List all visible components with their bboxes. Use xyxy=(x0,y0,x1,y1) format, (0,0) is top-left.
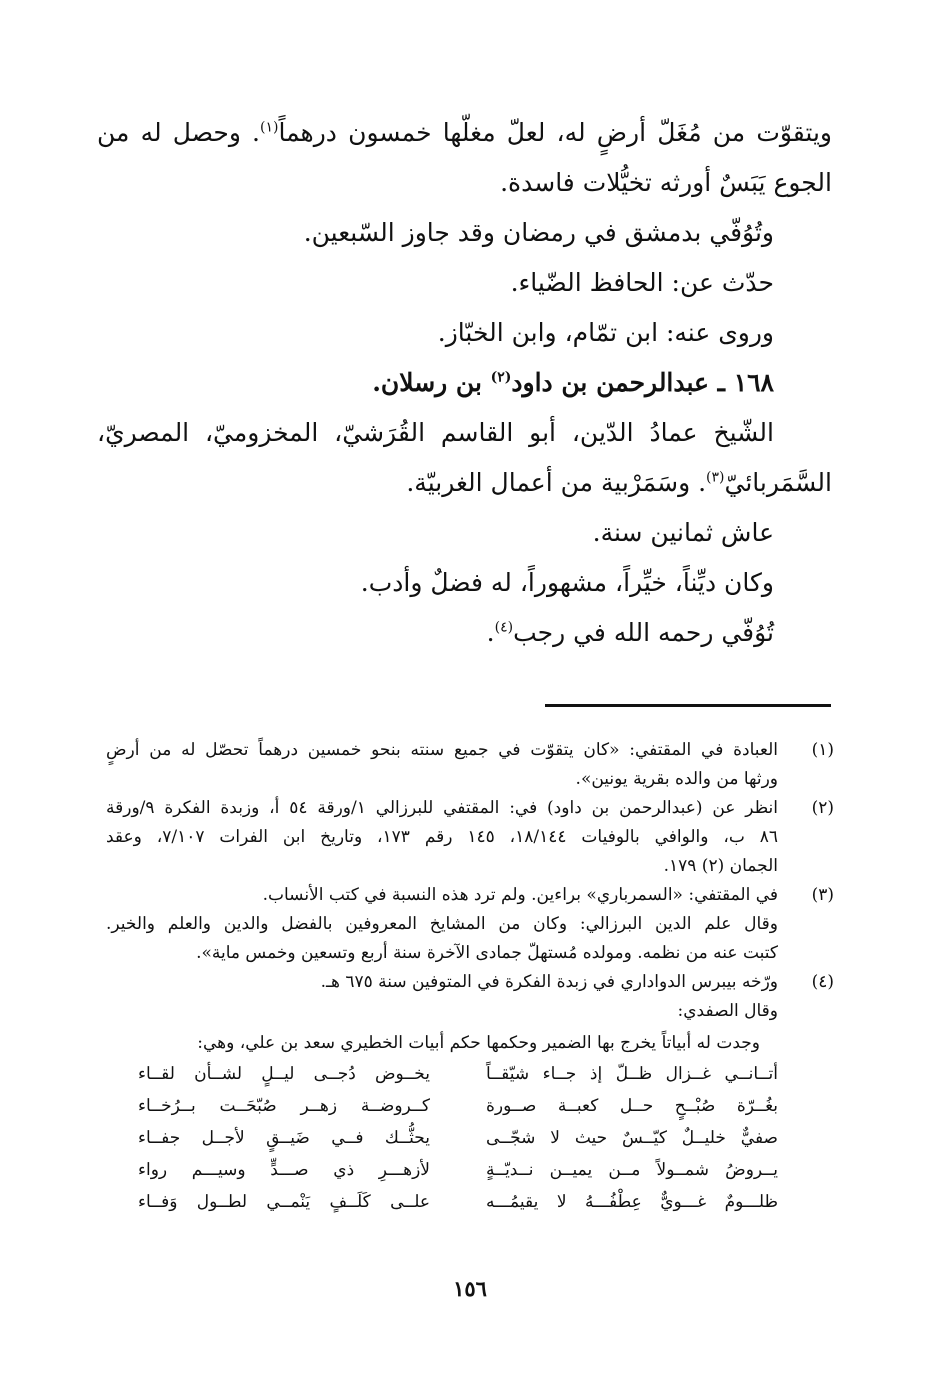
footnote-1 xyxy=(106,736,834,794)
footnote-number: (٤) xyxy=(811,972,834,992)
second-hemistich: لأزهـــرِ ذي صـــدٍّ وسيـــم رواء xyxy=(138,1160,430,1180)
first-hemistich: يــروضُ شمــولاً مــن يميــن نــديّــةٍ xyxy=(486,1160,778,1180)
footnote-ref[interactable]: (٢) xyxy=(490,369,512,386)
verse-row xyxy=(138,1058,778,1090)
footnotes xyxy=(106,736,834,1218)
footnote-line: في المقتفي: «السمرباري» براءين. ولم ترد هذه النسبة في كتب الأنساب. xyxy=(262,885,778,905)
footnote-line: وقال الصفدي: xyxy=(677,1001,778,1021)
verse-row xyxy=(138,1122,778,1154)
footnote-line: العبادة في المقتفي: «كان يتقوّت في جميع سنته بنحو خمسين درهماً تحصّل له من أرضٍ xyxy=(106,740,778,760)
main-text xyxy=(97,108,832,658)
footnote-number: (٢) xyxy=(811,798,834,818)
footnote-ref[interactable]: (٣) xyxy=(706,469,725,486)
first-hemistich: أتــانــي غــزال ظــلّ إذ جــاء شيّقــاً xyxy=(486,1064,778,1084)
death-line: وتُوُفّي بدمشق في رمضان وقد جاوز السّبعين. xyxy=(303,218,774,247)
footnote-line: وقال علم الدين البرزالي: وكان من المشايخ المعروفين بالفضل والدين والعلم والخير. xyxy=(106,914,778,934)
footnote-line: انظر عن (عبدالرحمن بن داود) في: المقتفي للبرزالي ١/ورقة ٥٤ أ، وزبدة الفكرة ٩/ورقة xyxy=(106,798,779,818)
footnote-ref[interactable]: (٤) xyxy=(494,619,514,636)
footnote-line: كتبت عنه من نظمه. ومولده مُستهلّ جمادى الآخرة سنة أربع وتسعين وخمس ماية». xyxy=(196,943,778,963)
footnote-number: (١) xyxy=(811,740,834,760)
footnote-line: ورثها من والده بقرية يونين». xyxy=(575,769,778,789)
paragraph-line: ويتقوّت من مُغَلّ أرضٍ له، لعلّ مغلّها خمسون درهماً$^{(١)}$. وحصل له من xyxy=(97,118,832,147)
footnote-line: ٨٦ ب، والوافي بالوفيات ١٨/١٤٤، ١٤٥ رقم ١٧٣، وتاريخ ابن الفرات ٧/١٠٧، وعقد xyxy=(106,827,778,847)
paragraph-line: السَّمَربائيّ$^{(٣)}$. وسَمَرْبية من أعمال الغربيّة. xyxy=(406,468,832,497)
second-hemistich: يحثُّــك فــي ضَيــقٍ لأجــل جفــاء xyxy=(138,1128,430,1148)
character-line: وكان ديِّناً، خيِّراً، مشهوراً، له فضلٌ وأدب. xyxy=(360,568,774,597)
verse-row xyxy=(138,1154,778,1186)
teachers-line: حدّث عن: الحافظ الضّياء. xyxy=(510,268,774,297)
verse-intro: وجدت له أبياتاً يخرج بها الضمير وحكمها حكم أبيات الخطيري سعد بن علي، وهي: xyxy=(197,1033,760,1053)
footnote-3 xyxy=(106,881,834,968)
footnote-4 xyxy=(106,968,834,1218)
footnote-number: (٣) xyxy=(811,885,834,905)
students-line: وروى عنه: ابن تمّام، وابن الخبّاز. xyxy=(437,318,774,347)
poem xyxy=(138,1058,778,1218)
death-line: تُوُفّي رحمه الله في رجب$^{(٤)}$. xyxy=(486,618,774,647)
first-hemistich: بغُــرّة صُبْــحٍ حــل كعبــة صــورة xyxy=(486,1096,778,1116)
page-number: ١٥٦ xyxy=(453,1276,487,1301)
age-line: عاش ثمانين سنة. xyxy=(592,518,774,547)
verse-row xyxy=(138,1186,778,1218)
footnote-separator xyxy=(545,704,831,707)
entry-title: ١٦٨ ـ عبدالرحمن بن داود$^{(٢)}$ بن رسلان. xyxy=(372,368,774,397)
first-hemistich: ظلـــومٌ غـــويٌّ عِطْفُـــهُ لا يقيمُـــه xyxy=(486,1192,778,1212)
footnote-line: ورّخه بيبرس الدواداري في زبدة الفكرة في المتوفين سنة ٦٧٥ هـ. xyxy=(320,972,778,992)
footnote-ref[interactable]: (١) xyxy=(260,119,279,136)
second-hemistich: كــروضــة زهــر صُبّحَــت بــرُخــاء xyxy=(138,1096,430,1116)
second-hemistich: يخــوض دُجــى ليــلٍ لشــأن لقــاء xyxy=(138,1064,430,1084)
paragraph-line: الشّيخ عمادُ الدّين، أبو القاسم القُرَشيّ، المخزوميّ، المصريّ، xyxy=(97,418,774,447)
verse-row xyxy=(138,1090,778,1122)
second-hemistich: علــى كَلَــفٍ يَنْمــي لطــول وَفــاء xyxy=(138,1192,430,1212)
footnote-line: الجمان (٢) ١٧٩. xyxy=(663,856,778,876)
footnote-2 xyxy=(106,794,834,881)
first-hemistich: صفيٌّ خليــلٌ كيّــسٌ حيث لا شجّــى xyxy=(486,1128,778,1148)
paragraph-line: الجوع يَبَسٌ أورثه تخيُّلات فاسدة. xyxy=(500,168,832,197)
